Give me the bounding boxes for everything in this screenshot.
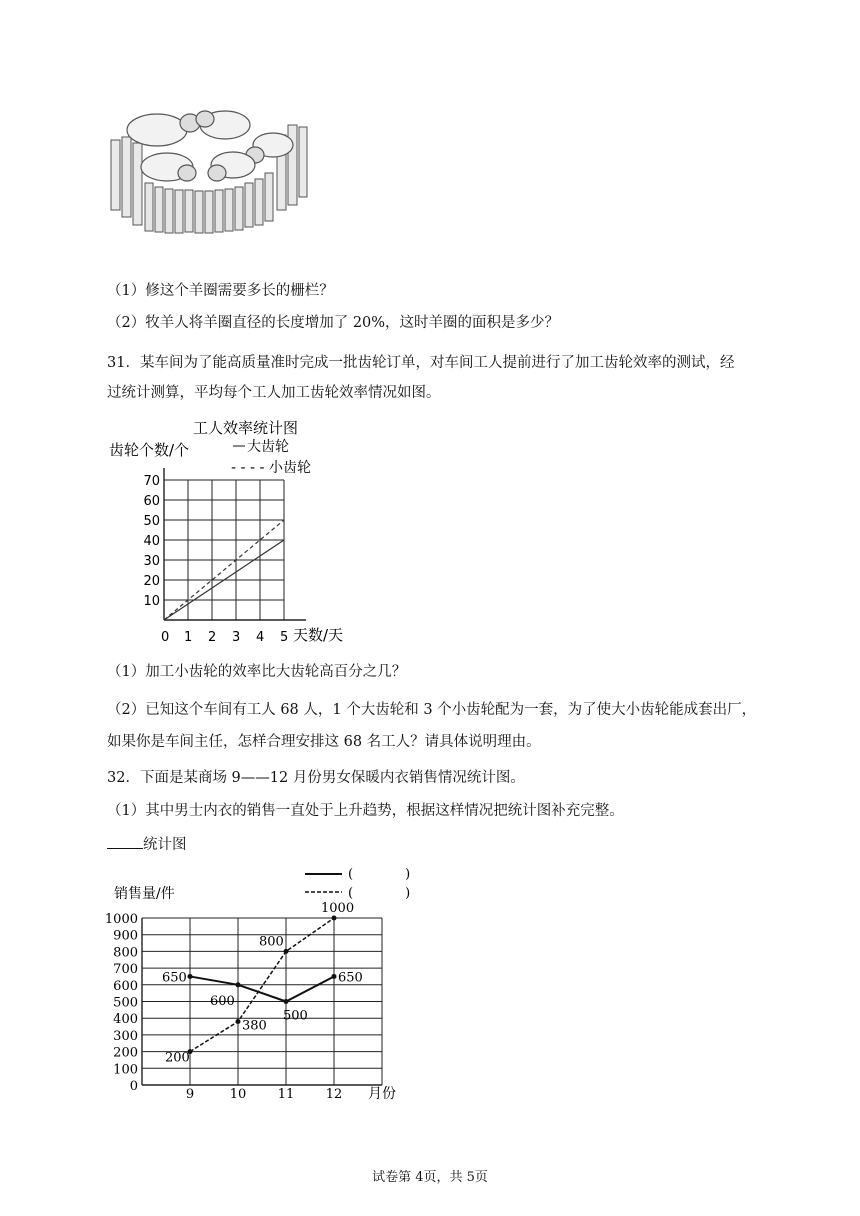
chart2-data-label: 600	[210, 993, 235, 1009]
sales-line-chart	[100, 860, 430, 1110]
chart2-ytick-label: 500	[113, 995, 138, 1011]
chart2-ytick-label: 700	[113, 962, 138, 978]
chart1-legend-solid: 大齿轮	[247, 439, 289, 455]
chart1-ytick-label: 10	[143, 594, 160, 609]
chart1-ytick-label: 20	[143, 574, 160, 589]
chart2-xtick-label: 10	[229, 1087, 247, 1102]
chart2-ylabel: 销售量/件	[114, 886, 175, 902]
chart2-data-label: 500	[283, 1008, 308, 1024]
chart2-ytick-label: 400	[113, 1012, 138, 1028]
chart-title-blank-line	[107, 834, 187, 855]
chart2-xlabel: 月份	[368, 1086, 396, 1102]
question-31-part-2-line-1: （2）已知这个车间有工人 68 人，1 个大齿轮和 3 个小齿轮配为一套，为了使大小齿轮能成套出厂，	[107, 702, 757, 718]
chart1-legend-dashed: - - - - 小齿轮	[231, 460, 312, 476]
chart2-ytick-label: 0	[129, 1079, 138, 1094]
chart2-data-label: 800	[259, 934, 284, 950]
chart2-data-label: 380	[242, 1018, 267, 1034]
question-31-part-2-line-2: 如果你是车间主任，怎样合理安排这 68 名工人？请具体说明理由。	[107, 734, 541, 750]
chart2-ytick-label: 800	[113, 945, 138, 961]
sheep-pen-illustration	[105, 95, 310, 235]
question-30-part-2: （2）牧羊人将羊圈直径的长度增加了 20%，这时羊圈的面积是多少？	[107, 315, 560, 331]
title-blank[interactable]	[107, 834, 143, 849]
page-footer: 试卷第 4页，共 5页	[372, 1170, 488, 1185]
chart1-xtick-label: 4	[256, 630, 265, 645]
chart1-ytick-label: 60	[143, 494, 160, 509]
chart1-series-小齿轮	[164, 520, 284, 620]
chart2-point	[188, 974, 193, 979]
chart2-data-label: 1000	[321, 901, 355, 916]
question-31-text-line-2: 过统计测算，平均每个工人加工齿轮效率情况如图。	[107, 385, 441, 401]
chart2-ytick-label: 900	[113, 928, 138, 944]
question-32-part-1: （1）其中男士内衣的销售一直处于上升趋势，根据这样情况把统计图补充完整。	[107, 803, 624, 819]
chart2-point	[236, 982, 241, 987]
chart2-xtick-label: 11	[277, 1087, 295, 1102]
question-31-text-line-1: 31．某车间为了能高质量准时完成一批齿轮订单，对车间工人提前进行了加工齿轮效率的测试，经	[107, 355, 735, 371]
chart2-xtick-label: 9	[185, 1087, 195, 1102]
chart1-xtick-label: 3	[232, 630, 241, 645]
chart2-legend-solid-paren: ( )	[348, 867, 411, 882]
chart1-ytick-label: 40	[143, 534, 160, 549]
chart1-xtick-label: 2	[208, 630, 217, 645]
chart2-data-label: 650	[338, 970, 363, 986]
chart2-ytick-label: 300	[113, 1028, 138, 1044]
question-30-part-1: （1）修这个羊圈需要多长的栅栏？	[107, 283, 334, 299]
chart1-xtick-label: 0	[161, 630, 170, 645]
chart2-ytick-label: 1000	[104, 912, 138, 927]
efficiency-line-chart	[105, 415, 365, 650]
question-32-text: 32．下面是某商场 9——12 月份男女保暖内衣销售情况统计图。	[107, 770, 525, 786]
chart1-ytick-label: 50	[143, 514, 160, 529]
chart2-point	[284, 999, 289, 1004]
chart2-point	[332, 974, 337, 979]
question-31-part-1: （1）加工小齿轮的效率比大齿轮高百分之几？	[107, 664, 407, 680]
chart1-xtick-label: 1	[184, 630, 193, 645]
chart2-legend-dashed-paren: ( )	[348, 886, 411, 901]
chart2-ytick-label: 200	[113, 1045, 138, 1061]
chart1-xlabel: 天数/天	[293, 626, 344, 644]
chart1-ylabel: 齿轮个数/个	[109, 441, 190, 459]
chart-title-suffix: 统计图	[143, 837, 187, 853]
chart2-xtick-label: 12	[325, 1087, 343, 1102]
chart1-xtick-label: 5	[280, 630, 289, 645]
chart2-ytick-label: 100	[113, 1062, 138, 1078]
chart1-ytick-label: 70	[143, 474, 160, 489]
chart1-title: 工人效率统计图	[193, 419, 299, 437]
chart2-point	[332, 916, 337, 921]
chart2-ytick-label: 600	[113, 978, 138, 994]
chart2-point	[236, 1019, 241, 1024]
chart1-ytick-label: 30	[143, 554, 160, 569]
chart2-data-label: 650	[162, 970, 187, 986]
chart2-point	[284, 949, 289, 954]
chart2-data-label: 200	[165, 1050, 190, 1066]
